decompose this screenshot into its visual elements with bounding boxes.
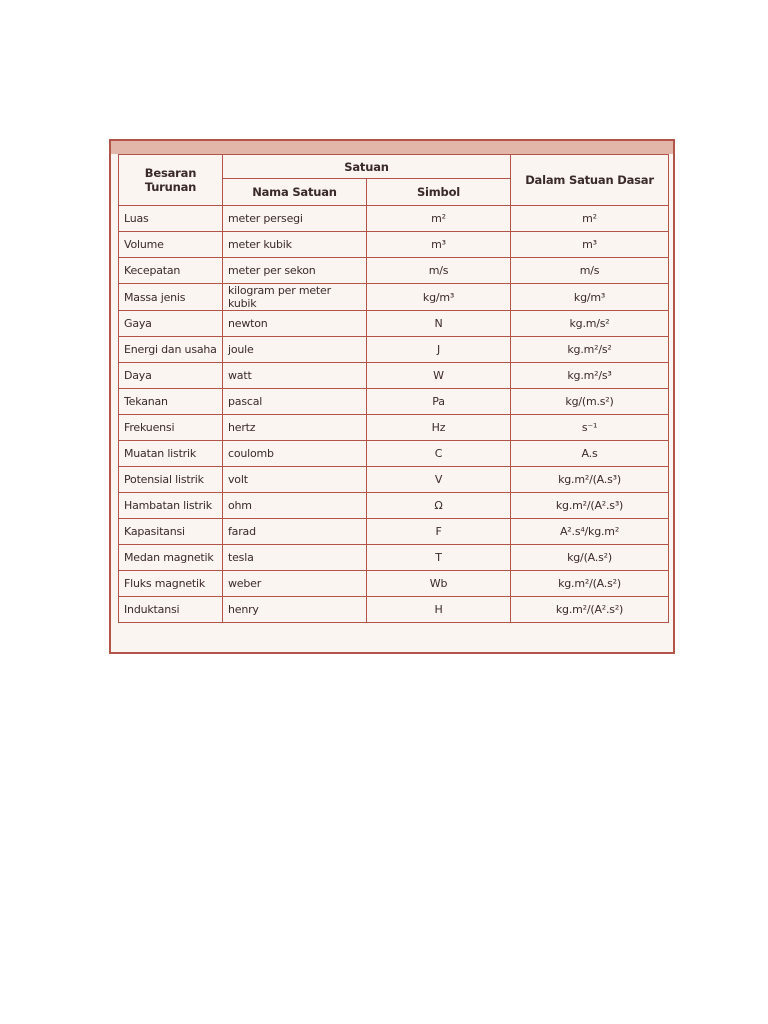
cell-dasar: kg/(A.s²) [511,545,669,571]
table-frame [109,139,675,654]
cell-besaran: Potensial listrik [119,467,223,493]
cell-dasar: kg.m²/(A².s²) [511,597,669,623]
cell-besaran: Tekanan [119,389,223,415]
table-row [119,467,669,493]
table-body [119,206,669,623]
cell-simbol: N [367,311,511,337]
cell-simbol: m³ [367,232,511,258]
cell-nama-satuan: tesla [223,545,367,571]
header-dasar: Dalam Satuan Dasar [511,155,669,206]
header-simbol: Simbol [367,179,511,206]
table-top-band [111,141,673,154]
cell-besaran: Muatan listrik [119,441,223,467]
cell-simbol: J [367,337,511,363]
cell-simbol: V [367,467,511,493]
table-row [119,493,669,519]
table-row [119,284,669,311]
cell-nama-satuan: newton [223,311,367,337]
cell-nama-satuan: pascal [223,389,367,415]
cell-simbol: Ω [367,493,511,519]
cell-nama-satuan: hertz [223,415,367,441]
cell-nama-satuan: volt [223,467,367,493]
cell-simbol: Wb [367,571,511,597]
cell-besaran: Induktansi [119,597,223,623]
cell-dasar: kg.m²/s³ [511,363,669,389]
cell-nama-satuan: meter persegi [223,206,367,232]
header-nama-satuan: Nama Satuan [223,179,367,206]
cell-besaran: Daya [119,363,223,389]
cell-besaran: Energi dan usaha [119,337,223,363]
header-besaran: Besaran Turunan [119,155,223,206]
cell-besaran: Kapasitansi [119,519,223,545]
cell-dasar: m² [511,206,669,232]
table-row [119,571,669,597]
cell-dasar: kg.m²/(A.s²) [511,571,669,597]
cell-besaran: Volume [119,232,223,258]
cell-simbol: Pa [367,389,511,415]
table-row [119,363,669,389]
cell-dasar: m³ [511,232,669,258]
cell-simbol: T [367,545,511,571]
cell-dasar: A.s [511,441,669,467]
cell-dasar: A².s⁴/kg.m² [511,519,669,545]
cell-simbol: kg/m³ [367,284,511,311]
cell-dasar: kg/(m.s²) [511,389,669,415]
cell-nama-satuan: kilogram per meter kubik [223,284,367,311]
cell-nama-satuan: meter kubik [223,232,367,258]
derived-units-table [118,154,669,623]
cell-dasar: kg.m/s² [511,311,669,337]
cell-dasar: m/s [511,258,669,284]
table-row [119,311,669,337]
cell-nama-satuan: meter per sekon [223,258,367,284]
cell-simbol: W [367,363,511,389]
cell-dasar: kg.m²/(A.s³) [511,467,669,493]
cell-besaran: Kecepatan [119,258,223,284]
cell-nama-satuan: ohm [223,493,367,519]
cell-dasar: s⁻¹ [511,415,669,441]
cell-simbol: H [367,597,511,623]
table-row [119,206,669,232]
cell-nama-satuan: weber [223,571,367,597]
table-row [119,389,669,415]
cell-simbol: C [367,441,511,467]
table-row [119,337,669,363]
table-row [119,258,669,284]
cell-simbol: Hz [367,415,511,441]
cell-nama-satuan: farad [223,519,367,545]
table-row [119,545,669,571]
table-row [119,519,669,545]
table-row [119,441,669,467]
cell-dasar: kg.m²/s² [511,337,669,363]
cell-nama-satuan: joule [223,337,367,363]
cell-dasar: kg.m²/(A².s³) [511,493,669,519]
cell-simbol: m² [367,206,511,232]
cell-besaran: Fluks magnetik [119,571,223,597]
cell-simbol: m/s [367,258,511,284]
cell-besaran: Luas [119,206,223,232]
cell-besaran: Medan magnetik [119,545,223,571]
table-row [119,415,669,441]
table-row [119,597,669,623]
cell-nama-satuan: watt [223,363,367,389]
cell-besaran: Hambatan listrik [119,493,223,519]
cell-besaran: Gaya [119,311,223,337]
cell-besaran: Frekuensi [119,415,223,441]
table-row [119,232,669,258]
cell-dasar: kg/m³ [511,284,669,311]
header-satuan: Satuan [223,155,511,179]
cell-nama-satuan: coulomb [223,441,367,467]
cell-simbol: F [367,519,511,545]
cell-besaran: Massa jenis [119,284,223,311]
cell-nama-satuan: henry [223,597,367,623]
